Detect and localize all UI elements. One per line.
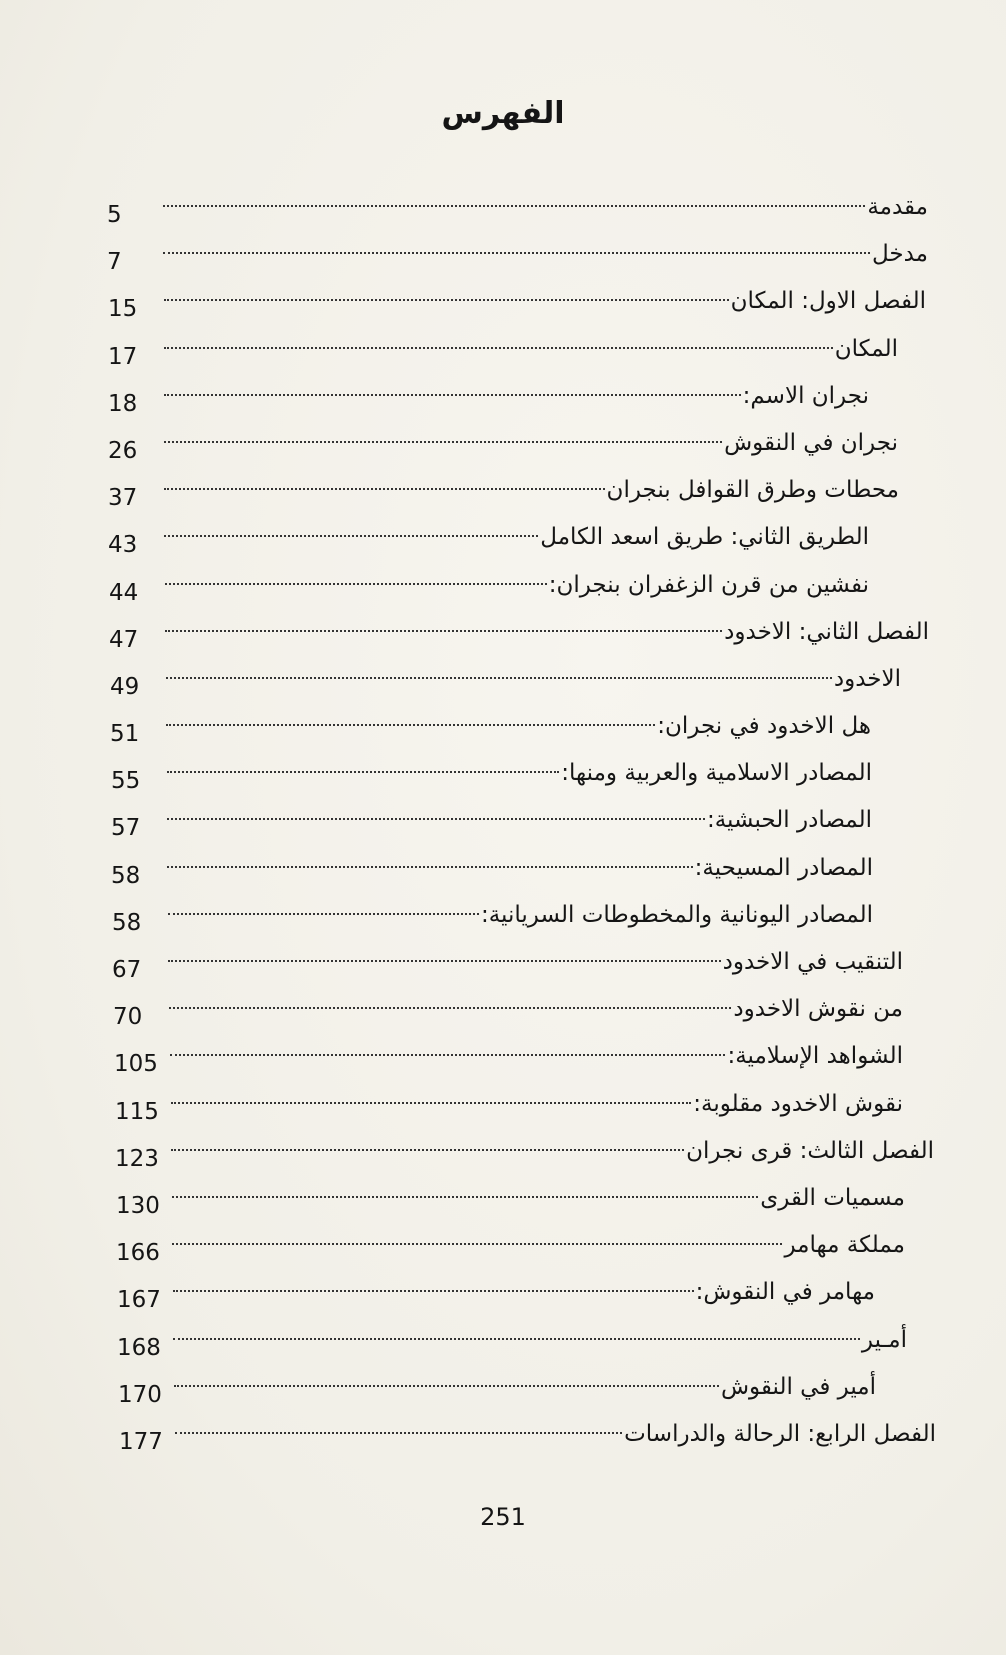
toc-entry [0, 1419, 1006, 1466]
toc-entry-label: مقدمة [867, 194, 928, 220]
toc-entry [0, 1230, 1006, 1277]
toc-entry-label: التنقيب في الاخدود [722, 949, 903, 975]
leader-dots [172, 1243, 782, 1245]
toc-entry-label: من نقوش الاخدود [733, 996, 903, 1023]
toc-entry [0, 286, 1006, 333]
leader-dots [164, 441, 722, 443]
toc-entry [0, 711, 1006, 758]
toc-entry-label: الفصل الثالث: قرى نجران [686, 1137, 934, 1164]
leader-dots [164, 394, 741, 396]
toc-entry-label: هل الاخدود في نجران: [657, 713, 871, 740]
leader-dots [163, 205, 865, 207]
leader-dots [165, 583, 547, 585]
toc-entry-label: نجران في النقوش [724, 429, 898, 456]
toc-entry [0, 947, 1006, 994]
leader-dots [164, 347, 833, 349]
toc-entry-label: مدخل [871, 241, 928, 268]
toc-entry [0, 1041, 1006, 1088]
toc-entry-label: نجران الاسم: [742, 382, 869, 409]
leader-dots [168, 913, 479, 915]
toc-entry [0, 239, 1006, 286]
toc-entry-label: مسميات القرى [760, 1184, 905, 1211]
toc-entry [0, 1277, 1006, 1324]
toc-entry [0, 664, 1006, 711]
toc-entry-page: 57 [111, 815, 141, 842]
toc-entry-label: الفصل الثاني: الاخدود [724, 618, 929, 645]
toc-entry-page: 58 [112, 909, 142, 936]
toc-entry-label: المصادر اليونانية والمخطوطات السريانية: [480, 901, 873, 928]
leader-dots [172, 1196, 758, 1198]
leader-dots [171, 1149, 684, 1151]
toc-entry-page: 70 [113, 1004, 143, 1031]
leader-dots [167, 818, 705, 820]
leader-dots [164, 299, 729, 301]
toc-entry [0, 570, 1006, 617]
toc-entry-page: 58 [111, 862, 141, 889]
toc-entry-label: مملكة مهامر [784, 1232, 905, 1259]
leader-dots [164, 488, 605, 490]
toc-entry-label: المصادر الاسلامية والعربية ومنها: [561, 760, 872, 787]
toc-entry-page: 47 [109, 626, 139, 653]
toc-entry-label: محطات وطرق القوافل بنجران [606, 477, 899, 504]
toc-entry-page: 67 [112, 957, 142, 983]
toc-entry-page: 166 [116, 1240, 160, 1267]
leader-dots [175, 1432, 622, 1434]
toc-entry [0, 334, 1006, 381]
toc-entry [0, 192, 1006, 239]
leader-dots [169, 1007, 731, 1009]
toc-entry-page: 18 [108, 390, 138, 417]
toc-entry-label: المصادر الحبشية: [706, 807, 872, 834]
toc-entry-label: نقوش الاخدود مقلوبة: [693, 1090, 903, 1117]
toc-entry-page: 123 [115, 1145, 159, 1172]
toc-entry-page: 17 [108, 343, 138, 370]
leader-dots [170, 1054, 725, 1056]
toc-entry [0, 617, 1006, 664]
toc-entry-label: المصادر المسيحية: [694, 854, 873, 881]
leader-dots [167, 866, 693, 868]
toc-entry-label: أمـير [861, 1326, 907, 1353]
toc-entry-label: الفصل الرابع: الرحالة والدراسات [624, 1420, 936, 1447]
toc-entry-page: 26 [108, 437, 138, 464]
leader-dots [173, 1290, 694, 1292]
leader-dots [165, 630, 722, 632]
toc-entry-page: 7 [107, 249, 122, 276]
toc-entry-label: الفصل الاول: المكان [730, 288, 926, 315]
toc-entry-page: 15 [108, 296, 138, 323]
toc-entry-page: 44 [109, 579, 139, 606]
toc-entry-page: 170 [118, 1381, 162, 1408]
leader-dots [163, 252, 870, 254]
leader-dots [171, 1102, 691, 1104]
toc-entry [0, 1136, 1006, 1183]
toc-entry-page: 115 [115, 1098, 159, 1125]
toc-entry [0, 1089, 1006, 1136]
toc-entry [0, 475, 1006, 522]
toc-entry [0, 900, 1006, 947]
toc-entry [0, 805, 1006, 852]
toc-entry-page: 43 [108, 532, 138, 559]
leader-dots [166, 724, 655, 726]
toc-entry-page: 37 [108, 485, 138, 512]
toc-entry-page: 167 [117, 1287, 161, 1314]
toc-entry [0, 522, 1006, 569]
toc-entry-label: الطريق الثاني: طريق اسعد الكامل [540, 524, 869, 551]
leader-dots [168, 960, 721, 962]
leader-dots [167, 771, 559, 773]
leader-dots [164, 535, 538, 537]
page-title: الفهرس [441, 96, 565, 131]
toc-entry-label: مهامر في النقوش: [695, 1279, 875, 1306]
toc-entry-page: 55 [111, 768, 141, 795]
toc-entry [0, 1325, 1006, 1372]
page-number: 251 [480, 1503, 526, 1531]
toc-entry-label: الاخدود [833, 665, 901, 692]
toc-entry-page: 168 [117, 1334, 161, 1361]
toc-entry [0, 1183, 1006, 1230]
leader-dots [174, 1385, 719, 1387]
toc-entry-page: 130 [116, 1192, 160, 1219]
toc-entry [0, 994, 1006, 1041]
toc-entry [0, 1372, 1006, 1419]
toc-entry-label: أمير في النقوش [720, 1373, 876, 1400]
leader-dots [166, 677, 832, 679]
toc-entry-page: 51 [110, 721, 140, 748]
toc-entry-label: الشواهد الإسلامية: [727, 1043, 903, 1070]
toc-entry-page: 105 [114, 1051, 158, 1078]
toc-entry-page: 49 [110, 673, 140, 700]
toc-entry [0, 428, 1006, 475]
toc-entry-label: نفشين من قرن الزغفران بنجران: [548, 571, 869, 598]
leader-dots [173, 1338, 860, 1340]
toc-entry-page: 177 [119, 1428, 163, 1455]
toc-entry [0, 853, 1006, 900]
toc-entry [0, 758, 1006, 805]
table-of-contents [0, 192, 1006, 1466]
toc-entry-page: 5 [107, 202, 122, 228]
toc-entry [0, 381, 1006, 428]
toc-entry-label: المكان [834, 335, 898, 362]
